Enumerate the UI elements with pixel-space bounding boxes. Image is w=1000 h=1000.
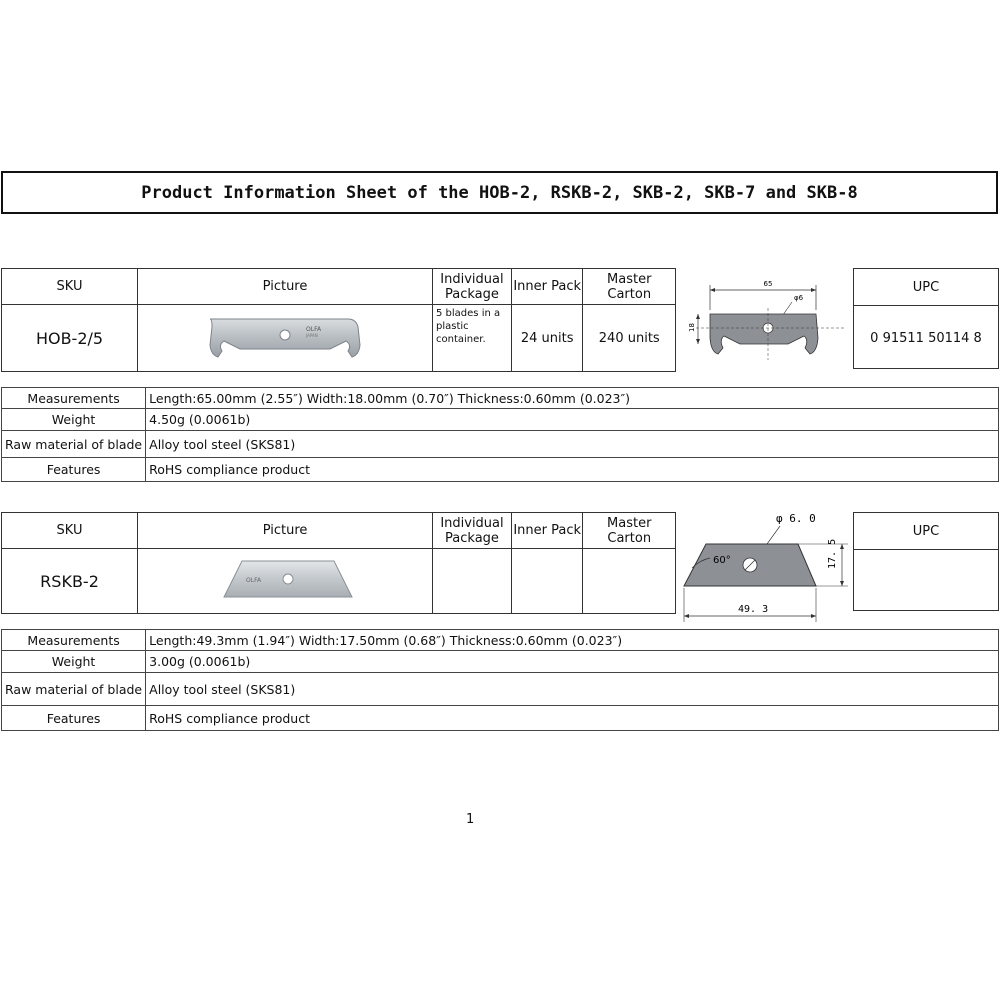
inner-pack-value — [511, 549, 583, 614]
details-table-hob — [1, 387, 999, 482]
header-master-carton: Master Carton — [583, 269, 676, 305]
measurements-label: Measurements — [2, 630, 146, 651]
header-upc: UPC — [854, 513, 998, 550]
header-individual-package: Individual Package — [433, 269, 512, 305]
hob-dimension-diagram — [684, 270, 850, 368]
sku-value: RSKB-2 — [2, 549, 138, 614]
page-number: 1 — [466, 812, 475, 827]
master-carton-value: 240 units — [583, 305, 676, 372]
raw-material-value: Alloy tool steel (SKS81) — [146, 673, 999, 706]
product-table-hob — [1, 268, 676, 372]
header-picture: Picture — [138, 513, 433, 549]
inner-pack-value: 24 units — [511, 305, 583, 372]
header-inner-pack: Inner Pack — [511, 513, 583, 549]
blade-picture — [138, 549, 433, 614]
hook-blade-image — [138, 305, 432, 367]
blade-brand-label: OLFA — [246, 577, 262, 584]
header-master-carton: Master Carton — [583, 513, 676, 549]
upc-value — [854, 550, 998, 612]
master-carton-value — [583, 549, 676, 614]
features-label: Features — [2, 458, 146, 482]
individual-package-value: 5 blades in a plastic container. — [433, 305, 512, 372]
upc-box-rskb — [853, 512, 999, 611]
rskb-length-label: 49. 3 — [738, 604, 769, 615]
weight-label: Weight — [2, 651, 146, 673]
header-sku: SKU — [2, 269, 138, 305]
features-value: RoHS compliance product — [146, 706, 999, 731]
header-picture: Picture — [138, 269, 433, 305]
trapezoid-blade-image — [138, 549, 432, 609]
rskb-height-label: 17. 5 — [827, 538, 838, 569]
rskb-dimension-diagram — [676, 506, 854, 626]
details-table-rskb — [1, 629, 999, 731]
raw-material-value: Alloy tool steel (SKS81) — [146, 431, 999, 458]
page-title: Product Information Sheet of the HOB-2, RSKB-2, SKB-2, SKB-7 and SKB-8 — [1, 171, 998, 214]
sku-value: HOB-2/5 — [2, 305, 138, 372]
header-individual-package: Individual Package — [433, 513, 512, 549]
individual-package-value — [433, 549, 512, 614]
header-upc: UPC — [854, 269, 998, 306]
measurements-label: Measurements — [2, 388, 146, 409]
blade-brand-label: OLFA — [306, 326, 322, 333]
measurements-value: Length:49.3mm (1.94″) Width:17.50mm (0.68″) Thickness:0.60mm (0.023″) — [146, 630, 999, 651]
weight-value: 3.00g (0.0061b) — [146, 651, 999, 673]
weight-label: Weight — [2, 409, 146, 431]
header-inner-pack: Inner Pack — [511, 269, 583, 305]
blade-picture — [138, 305, 433, 372]
upc-value: 0 91511 50114 8 — [870, 330, 982, 346]
weight-value: 4.50g (0.0061b) — [146, 409, 999, 431]
measurements-value: Length:65.00mm (2.55″) Width:18.00mm (0.70″) Thickness:0.60mm (0.023″) — [146, 388, 999, 409]
product-table-rskb — [1, 512, 676, 614]
raw-material-label: Raw material of blade — [2, 673, 146, 706]
upc-box-hob — [853, 268, 999, 369]
rskb-hole-label: φ 6. 0 — [776, 512, 816, 525]
raw-material-label: Raw material of blade — [2, 431, 146, 458]
features-label: Features — [2, 706, 146, 731]
hob-length-label: 65 — [763, 280, 773, 288]
rskb-angle-label: 60° — [713, 555, 731, 566]
header-sku: SKU — [2, 513, 138, 549]
blade-origin-label: JAPAN — [306, 333, 318, 338]
features-value: RoHS compliance product — [146, 458, 999, 482]
hob-hole-label: φ6 — [794, 294, 804, 302]
hob-height-label: 18 — [688, 323, 696, 332]
